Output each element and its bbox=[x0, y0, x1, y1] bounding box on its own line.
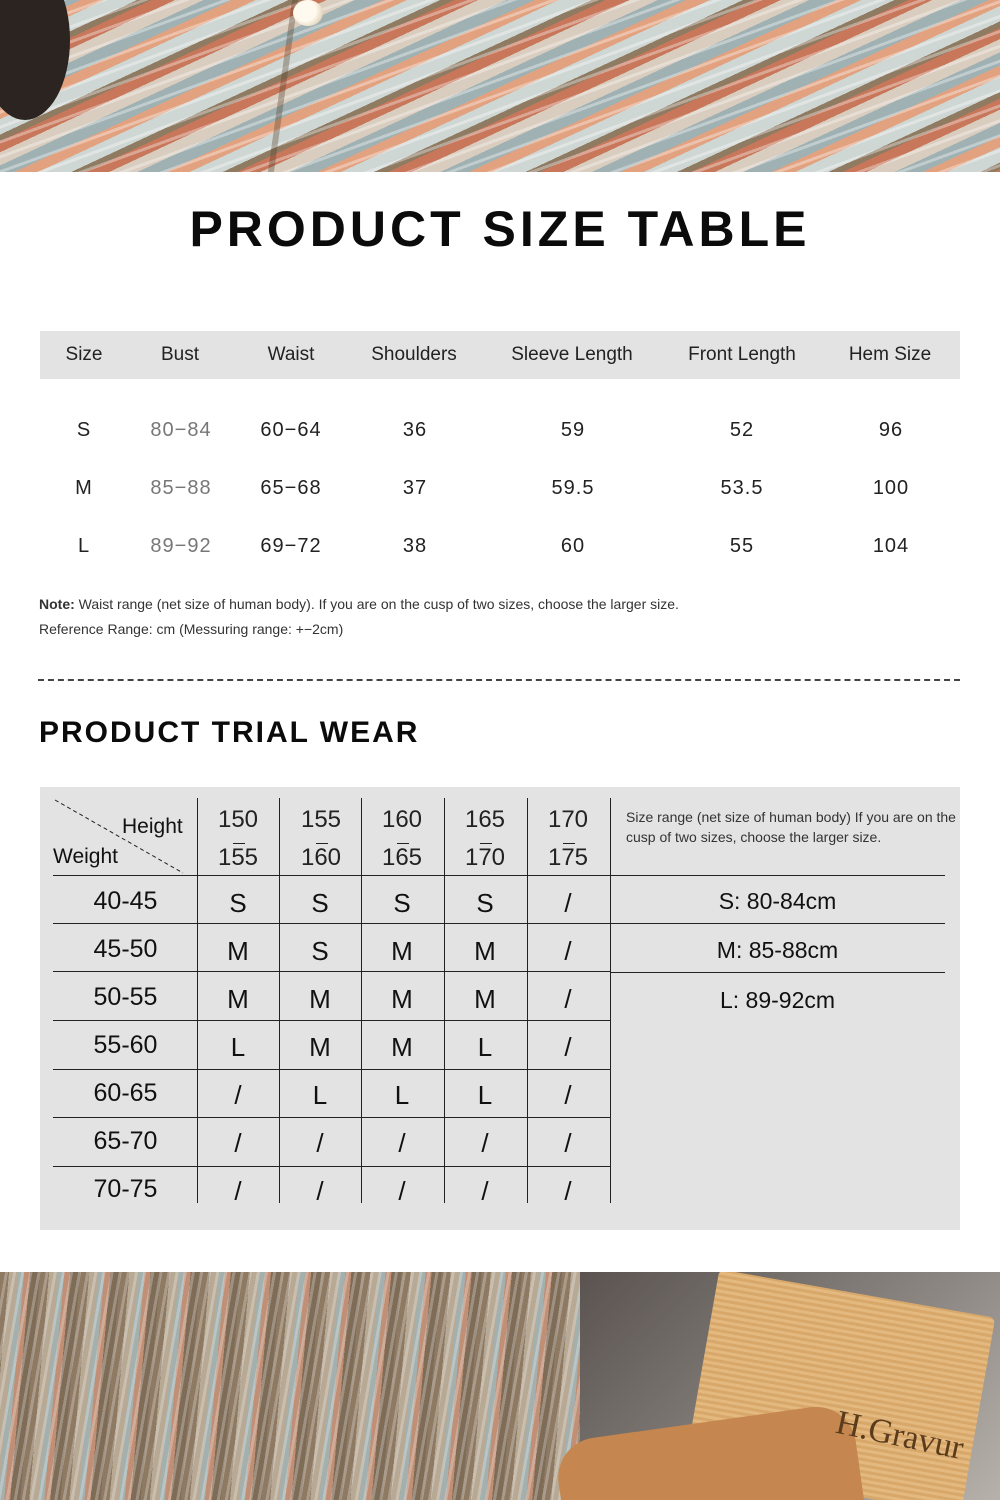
cell-sleeve: 60 bbox=[560, 535, 586, 557]
height-bottom: 160 bbox=[300, 844, 342, 871]
size-cell: M bbox=[227, 936, 249, 966]
grid-line bbox=[53, 1069, 610, 1070]
size-cell: M bbox=[474, 936, 496, 966]
size-cell: / bbox=[564, 1176, 572, 1206]
height-col-1 bbox=[197, 801, 279, 877]
size-cell: L bbox=[312, 1080, 328, 1110]
range-bar bbox=[397, 843, 409, 844]
height-bottom: 165 bbox=[381, 844, 423, 871]
grid-line bbox=[610, 972, 945, 973]
grid-line bbox=[53, 971, 610, 972]
cell-waist: 69−72 bbox=[260, 535, 322, 557]
header-waist: Waist bbox=[267, 344, 315, 365]
range-l: L: 89-92cm bbox=[719, 987, 836, 1013]
top-product-photo bbox=[0, 0, 1000, 172]
grid-line bbox=[53, 1117, 610, 1118]
cell-size: M bbox=[75, 477, 93, 499]
dashed-divider bbox=[38, 679, 960, 681]
grid-line bbox=[610, 923, 945, 924]
trial-wear-table bbox=[40, 787, 960, 1230]
size-cell: L bbox=[230, 1032, 246, 1062]
header-hem-size: Hem Size bbox=[848, 344, 932, 365]
size-cell: / bbox=[481, 1176, 489, 1206]
height-top: 160 bbox=[381, 806, 423, 833]
corner-height-label: Height bbox=[122, 815, 183, 838]
height-col-4 bbox=[444, 801, 526, 877]
cell-front: 53.5 bbox=[720, 477, 764, 499]
grid-line bbox=[53, 1166, 610, 1167]
weight-label: 50-55 bbox=[93, 983, 158, 1011]
range-bar bbox=[480, 843, 492, 844]
cell-shoulders: 38 bbox=[402, 535, 428, 557]
height-col-3 bbox=[361, 801, 443, 877]
size-cell: / bbox=[564, 888, 572, 918]
size-cell: S bbox=[393, 888, 411, 918]
table-row bbox=[0, 410, 1000, 450]
table-row bbox=[0, 526, 1000, 566]
cell-sleeve: 59 bbox=[560, 419, 586, 441]
weight-label: 45-50 bbox=[93, 935, 158, 963]
size-cell: / bbox=[564, 1032, 572, 1062]
cell-shoulders: 36 bbox=[402, 419, 428, 441]
size-cell: M bbox=[474, 984, 496, 1014]
hair-shadow bbox=[0, 0, 70, 120]
cell-hem: 100 bbox=[872, 477, 910, 499]
size-cell: M bbox=[309, 1032, 331, 1062]
range-s: S: 80-84cm bbox=[718, 888, 837, 914]
bottom-product-photo bbox=[0, 1272, 1000, 1500]
cell-bust: 80−84 bbox=[150, 419, 212, 441]
size-range-note: Size range (net size of human body) If you are on the cusp of two sizes, choose the larger size. bbox=[626, 809, 956, 845]
size-cell: / bbox=[316, 1128, 324, 1158]
size-cell: / bbox=[316, 1176, 324, 1206]
grid-line bbox=[610, 875, 945, 876]
cell-hem: 96 bbox=[878, 419, 904, 441]
header-front-length: Front Length bbox=[688, 344, 796, 365]
header-bust: Bust bbox=[160, 344, 200, 365]
range-bar bbox=[563, 843, 575, 844]
grid-line bbox=[53, 923, 610, 924]
note-label: Note: bbox=[39, 596, 75, 612]
cell-waist: 65−68 bbox=[260, 477, 322, 499]
book-title: H.Gravur bbox=[832, 1403, 967, 1468]
grid-line bbox=[53, 875, 610, 876]
weight-label: 70-75 bbox=[93, 1175, 158, 1203]
corner-weight-label: Weight bbox=[53, 845, 118, 868]
size-cell: / bbox=[234, 1176, 242, 1206]
size-cell: / bbox=[564, 936, 572, 966]
size-cell: S bbox=[311, 888, 329, 918]
cell-size: L bbox=[77, 535, 91, 557]
size-cell: / bbox=[234, 1128, 242, 1158]
weight-label: 55-60 bbox=[93, 1031, 158, 1059]
weight-label: 65-70 bbox=[93, 1127, 158, 1155]
cell-hem: 104 bbox=[872, 535, 910, 557]
size-cell: M bbox=[309, 984, 331, 1014]
page-title: PRODUCT SIZE TABLE bbox=[189, 201, 811, 257]
height-bottom: 170 bbox=[464, 844, 506, 871]
size-cell: / bbox=[564, 984, 572, 1014]
placket-fold bbox=[268, 0, 298, 172]
cardigan-button bbox=[293, 0, 323, 26]
cell-waist: 60−64 bbox=[260, 419, 322, 441]
height-top: 150 bbox=[217, 806, 259, 833]
height-bottom: 155 bbox=[217, 844, 259, 871]
size-note bbox=[39, 596, 679, 612]
height-top: 155 bbox=[300, 806, 342, 833]
height-top: 165 bbox=[464, 806, 506, 833]
size-cell: M bbox=[391, 984, 413, 1014]
size-cell: M bbox=[391, 936, 413, 966]
range-bar bbox=[233, 843, 245, 844]
header-shoulders: Shoulders bbox=[371, 344, 457, 365]
cell-shoulders: 37 bbox=[402, 477, 428, 499]
size-cell: L bbox=[394, 1080, 410, 1110]
size-cell: M bbox=[391, 1032, 413, 1062]
reference-range-note: Reference Range: cm (Messuring range: +−2cm) bbox=[39, 621, 344, 637]
height-top: 170 bbox=[547, 806, 589, 833]
cell-bust: 85−88 bbox=[150, 477, 212, 499]
cell-size: S bbox=[76, 419, 92, 441]
size-cell: S bbox=[229, 888, 247, 918]
size-cell: L bbox=[477, 1080, 493, 1110]
size-cell: S bbox=[311, 936, 329, 966]
weight-label: 40-45 bbox=[93, 887, 158, 915]
header-sleeve-length: Sleeve Length bbox=[511, 344, 633, 365]
size-cell: / bbox=[564, 1128, 572, 1158]
table-row bbox=[0, 468, 1000, 508]
header-size: Size bbox=[65, 344, 103, 365]
height-col-5 bbox=[527, 801, 609, 877]
cell-bust: 89−92 bbox=[150, 535, 212, 557]
size-cell: L bbox=[477, 1032, 493, 1062]
height-col-2 bbox=[280, 801, 362, 877]
range-m: M: 85-88cm bbox=[716, 937, 839, 963]
cell-front: 55 bbox=[729, 535, 755, 557]
range-bar bbox=[316, 843, 328, 844]
height-bottom: 175 bbox=[547, 844, 589, 871]
size-cell: / bbox=[234, 1080, 242, 1110]
size-cell: S bbox=[476, 888, 494, 918]
size-cell: M bbox=[227, 984, 249, 1014]
grid-line bbox=[53, 1020, 610, 1021]
note-text: Waist range (net size of human body). If you are on the cusp of two sizes, choose the larger size. bbox=[74, 596, 679, 612]
size-cell: / bbox=[481, 1128, 489, 1158]
size-cell: / bbox=[398, 1176, 406, 1206]
weight-label: 60-65 bbox=[93, 1079, 158, 1107]
section-title: PRODUCT TRIAL WEAR bbox=[39, 716, 420, 749]
size-table-header bbox=[40, 331, 960, 379]
size-cell: / bbox=[564, 1080, 572, 1110]
cell-front: 52 bbox=[729, 419, 755, 441]
cell-sleeve: 59.5 bbox=[551, 477, 595, 499]
size-cell: / bbox=[398, 1128, 406, 1158]
